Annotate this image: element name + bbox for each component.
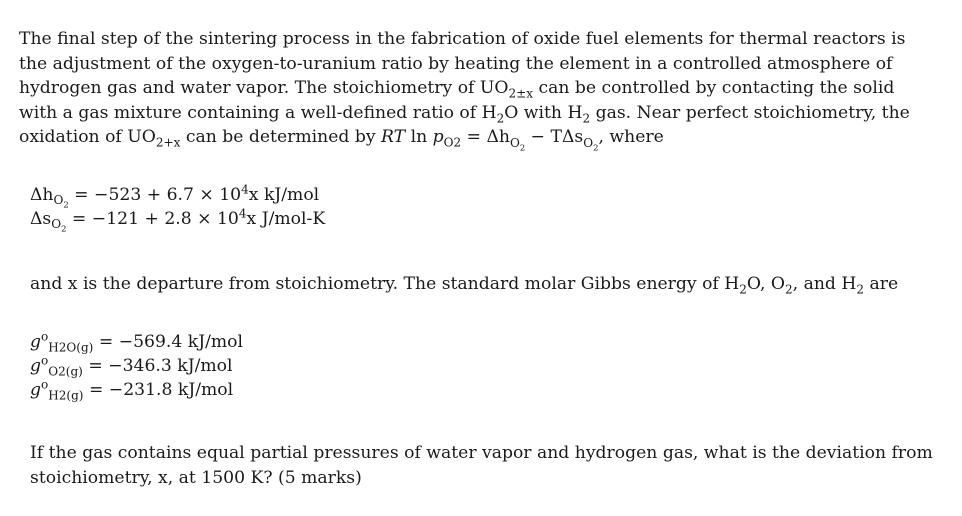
dh-label-sub-2: 2 — [63, 199, 69, 210]
p-symbol: p — [432, 127, 444, 148]
h2o-sub-2: 2 — [739, 282, 747, 297]
dh-inline: = Δh — [461, 127, 510, 148]
p-subscript: O2 — [443, 135, 462, 150]
h2o-subscript: 2 — [496, 111, 505, 126]
departure-end: are — [864, 274, 899, 294]
ln-symbol: ln — [405, 127, 433, 148]
uo2-subscript-plus: 2+x — [155, 135, 181, 150]
dh-rhs-b: x kJ/mol — [248, 185, 320, 205]
gibbs-h2o-equation — [30, 330, 243, 354]
dh-inline-sub-2: 2 — [519, 142, 526, 153]
ds-inline-sub-2: 2 — [593, 142, 599, 153]
g-o2-symbol: g — [30, 356, 42, 376]
enthalpy-entropy-equations — [30, 182, 326, 234]
h2-sub-2: 2 — [856, 282, 865, 297]
g-o2-standard: o — [41, 353, 49, 368]
g-h2o-value: = −569.4 kJ/mol — [98, 332, 244, 352]
dh-inline-sub — [509, 135, 526, 153]
intro-line-4 — [19, 101, 939, 126]
intro-line-4-mid: O with H — [504, 102, 583, 123]
intro-line-5-after: can be determined by — [180, 127, 382, 148]
question-line-2: stoichiometry, x, at 1500 K? (5 marks) — [30, 467, 362, 488]
intro-line-2: the adjustment of the oxygen-to-uranium ratio by heating the element in a controlled atmosphere of — [19, 53, 893, 74]
intro-line-3-after: can be controlled by contacting the solid — [532, 78, 895, 99]
ds-rhs-b: x J/mol-K — [246, 209, 326, 229]
question-line-1: If the gas contains equal partial pressures of water vapor and hydrogen gas, what is the deviation from — [30, 443, 933, 463]
g-o2-value: = −346.3 kJ/mol — [88, 356, 233, 376]
dh-rhs-a: = −523 + 6.7 × 10 — [68, 185, 242, 205]
ds-rhs-a: = −121 + 2.8 × 10 — [66, 209, 239, 229]
ds-label-sub-2: 2 — [61, 223, 67, 234]
o2-sub-2: 2 — [785, 282, 793, 297]
entropy-equation — [30, 206, 326, 234]
g-h2-symbol: g — [30, 380, 42, 400]
rt-symbol: RT — [381, 127, 406, 148]
enthalpy-equation — [30, 182, 325, 210]
intro-line-3 — [19, 76, 939, 101]
uo2-subscript-pm: 2±x — [508, 86, 533, 101]
dh-label-sub-o: O — [53, 193, 64, 208]
intro-line-1: The final step of the sintering process in the fabrication of oxide fuel elements for thermal reactors is — [19, 29, 906, 49]
g-h2o-symbol: g — [30, 332, 42, 352]
gibbs-o2-equation — [30, 354, 243, 378]
ds-inline-sub — [583, 135, 599, 153]
g-h2-sub: H2(g) — [48, 388, 84, 403]
ds-inline-sub-o: O — [583, 135, 594, 150]
h2-subscript: 2 — [582, 111, 591, 126]
dh-inline-sub-o: O — [509, 135, 520, 150]
intro-line-3-text: hydrogen gas and water vapor. The stoichiometry of UO — [19, 78, 509, 99]
intro-line-5-text: oxidation of UO — [19, 127, 156, 148]
g-o2-sub: O2(g) — [48, 364, 83, 379]
departure-line — [30, 272, 898, 297]
ds-label: Δs — [30, 209, 52, 229]
intro-line-5 — [19, 125, 939, 153]
question-paragraph — [30, 441, 933, 490]
ds-label-sub-o: O — [51, 217, 62, 232]
intro-line-5-end: , where — [598, 127, 664, 148]
departure-mid2: , and H — [792, 274, 857, 294]
dh-lhs — [30, 183, 69, 210]
departure-mid1: O, O — [746, 274, 786, 294]
ds-label-sub — [51, 217, 67, 234]
gibbs-h2-equation — [30, 378, 243, 402]
ds-lhs — [30, 207, 67, 234]
gibbs-energy-equations — [30, 330, 243, 402]
dh-label-sub — [53, 193, 69, 210]
intro-line-4-text: with a gas mixture containing a well-defined ratio of H — [19, 102, 497, 123]
g-h2-standard: o — [41, 377, 49, 392]
g-h2-value: = −231.8 kJ/mol — [88, 380, 234, 400]
g-h2o-sub: H2O(g) — [48, 340, 94, 355]
ds-exponent: 4 — [238, 206, 247, 221]
dh-label: Δh — [30, 185, 54, 205]
intro-line-4-after: gas. Near perfect stoichiometry, the — [590, 102, 910, 123]
ds-inline: − TΔs — [525, 127, 584, 148]
departure-text: and x is the departure from stoichiometry. The standard molar Gibbs energy of H — [30, 274, 740, 294]
dh-exponent: 4 — [241, 182, 249, 197]
g-h2o-standard: o — [41, 329, 49, 344]
departure-paragraph — [30, 272, 898, 297]
intro-paragraph — [19, 27, 939, 153]
